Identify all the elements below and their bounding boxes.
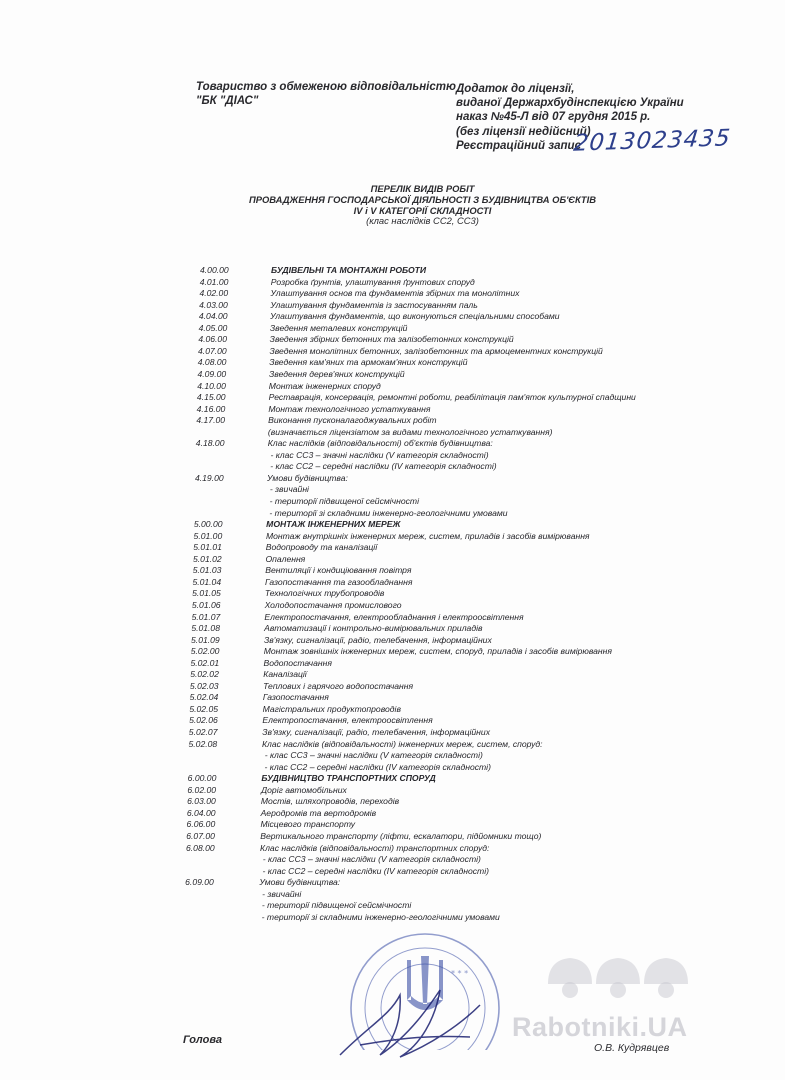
- work-description: Водопроводу та каналізації: [265, 542, 378, 553]
- work-code: 4.18.00: [195, 438, 225, 449]
- work-code: 5.01.06: [191, 599, 221, 610]
- work-code: 4.15.00: [196, 392, 226, 403]
- work-code: 5.01.02: [193, 553, 222, 564]
- work-description: Зведення кам'яних та армокам'яних конструкцій: [269, 357, 468, 368]
- work-description: (визначається ліцензіатом за видами технологічного устаткування): [267, 426, 553, 437]
- work-description: Місцевого транспорту: [260, 819, 356, 830]
- signature: [330, 985, 490, 1065]
- signatory-position: Голова: [183, 1034, 222, 1046]
- work-code: 5.01.03: [192, 565, 222, 576]
- work-code: 5.01.01: [193, 542, 222, 553]
- work-code: 5.02.08: [188, 738, 218, 749]
- work-description: Автоматизації і контрольно-вимірювальних приладів: [264, 623, 483, 634]
- work-description: Зв'язку, сигналізації, радіо, телебачення, інформаційних: [262, 727, 490, 737]
- work-description: - території підвищеної сейсмічності: [269, 496, 419, 506]
- work-description: Газопостачання: [262, 692, 329, 703]
- work-code: 4.10.00: [197, 380, 226, 391]
- work-description: - клас СС2 – середні наслідки (IV категорія складності): [262, 865, 489, 876]
- work-code: 6.08.00: [186, 842, 215, 853]
- work-code: 5.02.01: [190, 657, 220, 668]
- work-code: 5.02.06: [189, 715, 218, 726]
- work-code: 5.01.08: [191, 623, 220, 634]
- work-code: 4.05.00: [198, 322, 228, 333]
- work-description: - клас СС2 – середні наслідки (IV категорія складності): [270, 461, 497, 472]
- work-description: МОНТАЖ ІНЖЕНЕРНИХ МЕРЕЖ: [266, 519, 401, 530]
- work-description: Зведення дерев'яних конструкцій: [269, 368, 405, 379]
- work-description: Електропостачання, електрообладнання і електроосвітлення: [264, 611, 524, 622]
- work-code: 4.02.00: [199, 288, 229, 299]
- work-code: 5.02.03: [189, 680, 219, 691]
- work-code: 5.01.00: [193, 530, 223, 541]
- license-line: Додаток до ліцензії,: [456, 83, 575, 95]
- work-code: 6.02.00: [187, 784, 217, 795]
- work-code: 4.19.00: [194, 472, 224, 483]
- work-description: Зв'язку, сигналізації, радіо, телебачення, інформаційних: [263, 634, 492, 645]
- work-code: 6.04.00: [186, 807, 216, 818]
- work-code: 5.00.00: [193, 519, 223, 530]
- svg-text:* * *: * * *: [451, 969, 469, 978]
- work-description: Монтаж технологічного устаткування: [268, 403, 431, 414]
- work-description: Зведення монолітних бетонних, залізобетонних та армоцементних конструкцій: [269, 345, 603, 356]
- work-description: Улаштування основ та фундаментів збірних та монолітних: [270, 288, 520, 299]
- work-code: 4.00.00: [200, 265, 229, 275]
- work-description: Розробка ґрунтів, улаштування ґрунтових споруд: [270, 276, 475, 287]
- work-code: 6.09.00: [185, 877, 214, 888]
- work-description: Реставрація, консервація, ремонтні роботи, реабілітація пам'яток культурної спадщини: [268, 392, 636, 403]
- work-code: 5.02.00: [190, 646, 220, 657]
- work-description: Каналізації: [263, 669, 307, 680]
- work-code: 5.01.09: [191, 634, 220, 645]
- license-line: Реєстраційний запис: [456, 139, 581, 152]
- work-code: 5.02.02: [190, 669, 219, 680]
- work-description: Клас наслідків (відповідальності) інженерних мереж, систем, споруд:: [261, 738, 543, 749]
- work-code: 6.03.00: [187, 796, 216, 807]
- document-subtitle: (клас наслідків СС2, СС3): [366, 215, 479, 227]
- work-description: Монтаж інженерних споруд: [268, 380, 381, 391]
- work-code: 5.01.04: [192, 576, 222, 587]
- work-code: 5.02.07: [188, 727, 218, 737]
- work-code: 5.02.04: [189, 692, 219, 703]
- signatory-name: О.В. Кудрявцев: [594, 1042, 670, 1054]
- work-code: 4.09.00: [197, 368, 227, 379]
- work-code: 5.01.07: [191, 611, 221, 622]
- work-description: - клас СС3 – значні наслідки (V категорія складності): [270, 449, 489, 460]
- work-code: 6.06.00: [186, 819, 216, 830]
- work-code: 6.07.00: [186, 830, 215, 841]
- watermark-text: Rabotniki.UA: [512, 1012, 688, 1042]
- work-description: Монтаж внутрішніх інженерних мереж, систем, приладів і засобів вимірювання: [265, 530, 590, 541]
- work-description: - території зі складними інженерно-геологічними умовами: [261, 911, 500, 922]
- work-description: Улаштування фундаментів із застосуванням паль: [270, 299, 478, 310]
- company-name: Товариство з обмеженою відповідальністю "БК "ДІАС": [196, 81, 456, 107]
- work-description: Вентиляції і кондиціювання повітря: [265, 565, 412, 576]
- work-description: - території підвищеної сейсмічності: [261, 900, 412, 911]
- work-description: Теплових і гарячого водопостачання: [263, 680, 414, 691]
- work-code: 6.00.00: [187, 773, 217, 784]
- watermark-helmet-icon: [540, 940, 700, 1000]
- work-description: Водопостачання: [263, 657, 332, 668]
- work-description: Умови будівництва:: [267, 472, 348, 483]
- work-code: 4.01.00: [199, 276, 229, 287]
- work-description: Холодопостачання промислового: [264, 599, 402, 610]
- work-code: 4.08.00: [197, 357, 227, 368]
- work-description: Магістральних продуктопроводів: [262, 703, 401, 714]
- work-code: 5.01.05: [192, 588, 221, 599]
- work-code: 4.04.00: [198, 311, 228, 322]
- work-code: 4.17.00: [196, 415, 226, 426]
- work-description: БУДІВНИЦТВО ТРАНСПОРТНИХ СПОРУД: [261, 773, 436, 784]
- license-line: виданої Держархбудінспекцією України: [456, 97, 684, 110]
- work-code: 4.16.00: [196, 403, 226, 414]
- work-description: Газопостачання та газообладнання: [265, 576, 413, 587]
- document-title: ПЕРЕЛІК ВИДІВ РОБІТ ПРОВАДЖЕННЯ ГОСПОДАРСЬКОЇ ДІЯЛЬНОСТІ З БУДІВНИЦТВА ОБ'ЄКТІВ IV і V КАТЕГОРІЇ СКЛАДНОСТІ (клас наслідків СС2, СС3): [0, 184, 785, 227]
- work-description: Зведення металевих конструкцій: [269, 322, 408, 333]
- work-code: 4.06.00: [198, 334, 227, 345]
- work-description: Вертикального транспорту (ліфти, ескалатори, підйомники тощо): [260, 830, 542, 841]
- work-description: Умови будівництва:: [259, 877, 341, 888]
- work-description: Улаштування фундаментів, що виконуються спеціальними способами: [270, 311, 560, 322]
- work-description: Аеродромів та вертодромів: [260, 807, 377, 818]
- work-description: Доріг автомобільних: [261, 784, 347, 795]
- work-description: Монтаж зовнішніх інженерних мереж, систем, споруд, приладів і засобів вимірювання: [263, 646, 612, 657]
- work-description: Зведення збірних бетонних та залізобетонних конструкцій: [269, 334, 514, 345]
- work-description: - клас СС3 – значні наслідки (V категорія складності): [262, 854, 481, 865]
- work-description: - звичайні: [269, 484, 309, 495]
- work-description: Електропостачання, електроосвітлення: [262, 715, 433, 726]
- work-description: Мостів, шляхопроводів, переходів: [260, 796, 400, 807]
- registration-number: 2013023435: [572, 125, 733, 157]
- work-description: - клас СС2 – середні наслідки (IV категорія складності): [264, 761, 491, 772]
- work-description: - звичайні: [262, 888, 302, 899]
- work-description: Виконання пусконалагоджувальних робіт: [268, 415, 437, 426]
- work-description: Опалення: [265, 553, 306, 564]
- work-description: БУДІВЕЛЬНІ ТА МОНТАЖНІ РОБОТИ: [271, 265, 427, 275]
- work-description: Клас наслідків (відповідальності) об'єктів будівництва:: [267, 438, 493, 449]
- work-code: 4.03.00: [199, 299, 228, 310]
- work-description: - території зі складними інженерно-геологічними умовами: [269, 507, 508, 518]
- license-line: (без ліцензії недійсний): [456, 125, 591, 138]
- work-description: - клас СС3 – значні наслідки (V категорія складності): [264, 750, 483, 761]
- work-code: 5.02.05: [189, 703, 219, 714]
- work-code: 4.07.00: [198, 345, 227, 356]
- license-line: наказ №45-Л від 07 грудня 2015 р.: [456, 111, 651, 124]
- work-description: Технологічних трубопроводів: [264, 588, 385, 599]
- work-description: Клас наслідків (відповідальності) транспортних споруд:: [260, 842, 490, 853]
